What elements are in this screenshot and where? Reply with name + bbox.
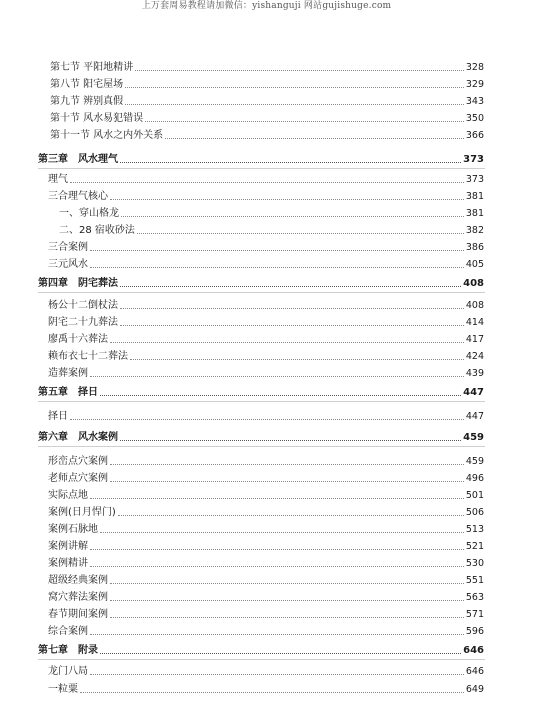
dot-leader	[110, 481, 464, 482]
toc-entry-title: 造葬案例	[48, 368, 88, 379]
toc-page-number: 447	[463, 387, 484, 398]
toc-page-number: 350	[465, 113, 484, 124]
toc-page-number: 366	[465, 130, 484, 141]
toc-entry-title: 第五章 择日	[38, 387, 98, 398]
toc-entry[interactable]	[48, 454, 484, 468]
dot-leader	[110, 600, 464, 601]
dot-leader	[70, 419, 464, 420]
toc-entry[interactable]	[48, 240, 484, 254]
toc-page-number: 405	[465, 259, 484, 270]
toc-entry-title: 三合案例	[48, 242, 88, 253]
toc-entry-title: 案例石脉地	[48, 524, 98, 535]
dot-leader	[90, 566, 464, 567]
toc-entry[interactable]	[59, 223, 484, 237]
toc-entry[interactable]	[48, 349, 484, 363]
toc-entry-title: 实际点地	[48, 490, 88, 501]
toc-entry-title: 第十节 风水易犯错误	[50, 113, 144, 124]
toc-entry-title: 一、穿山格龙	[59, 208, 119, 219]
toc-entry[interactable]	[48, 172, 484, 186]
toc-page-number: 381	[465, 208, 484, 219]
toc-entry[interactable]	[50, 60, 484, 74]
dot-leader	[125, 87, 464, 88]
toc-entry[interactable]	[48, 607, 484, 621]
dot-leader	[110, 583, 464, 584]
toc-page-number: 649	[465, 684, 484, 695]
toc-page-number: 530	[465, 558, 484, 569]
dot-leader	[110, 617, 464, 618]
toc-entry-title: 第八节 阳宅屋场	[50, 79, 124, 90]
dot-leader	[110, 199, 464, 200]
dot-leader	[120, 308, 464, 309]
dot-leader	[120, 325, 464, 326]
toc-entry-title: 第七章 附录	[38, 645, 98, 656]
dot-leader	[118, 515, 464, 516]
toc-entry-title: 老师点穴案例	[48, 473, 108, 484]
toc-entry-title: 赖布衣七十二葬法	[48, 351, 128, 362]
toc-entry[interactable]	[48, 539, 484, 553]
toc-page-number: 596	[465, 626, 484, 637]
toc-chapter[interactable]	[38, 152, 484, 166]
toc-entry-title: 第十一节 风水之内外关系	[50, 130, 164, 141]
dot-leader	[90, 549, 464, 550]
dot-leader	[90, 674, 464, 675]
dot-leader	[100, 653, 461, 654]
dot-leader	[137, 233, 464, 234]
dot-leader	[80, 692, 464, 693]
toc-entry[interactable]	[48, 332, 484, 346]
toc-page-number: 459	[465, 456, 484, 467]
dot-leader	[121, 216, 464, 217]
toc-page-number: 329	[465, 79, 484, 90]
chapter-divider	[38, 292, 485, 293]
toc-chapter[interactable]	[38, 430, 484, 444]
toc-entry[interactable]	[50, 77, 484, 91]
dot-leader	[90, 634, 464, 635]
toc-entry-title: 窝穴葬法案例	[48, 592, 108, 603]
toc-entry-title: 第四章 阴宅葬法	[38, 278, 118, 289]
toc-page-number: 447	[465, 411, 484, 422]
toc-chapter[interactable]	[38, 643, 484, 657]
toc-page-number: 521	[465, 541, 484, 552]
toc-entry-title: 第九节 辨别真假	[50, 96, 124, 107]
toc-entry[interactable]	[48, 624, 484, 638]
toc-page-number: 386	[465, 242, 484, 253]
toc-entry-title: 阴宅二十九葬法	[48, 317, 118, 328]
chapter-divider	[38, 168, 485, 169]
toc-page-number: 328	[465, 62, 484, 73]
dot-leader	[120, 286, 461, 287]
toc-entry[interactable]	[48, 573, 484, 587]
toc-entry[interactable]	[48, 682, 484, 696]
dot-leader	[145, 121, 464, 122]
toc-chapter[interactable]	[38, 276, 484, 290]
toc-entry[interactable]	[48, 257, 484, 271]
toc-entry[interactable]	[48, 471, 484, 485]
dot-leader	[120, 162, 461, 163]
toc-entry[interactable]	[50, 94, 484, 108]
toc-page-number: 563	[465, 592, 484, 603]
toc-entry[interactable]	[48, 556, 484, 570]
toc-page-number: 408	[463, 278, 484, 289]
toc-entry[interactable]	[48, 189, 484, 203]
toc-entry[interactable]	[48, 315, 484, 329]
dot-leader	[125, 104, 464, 105]
toc-page-number: 373	[465, 174, 484, 185]
dot-leader	[90, 250, 464, 251]
toc-page-number: 381	[465, 191, 484, 202]
toc-entry-title: 第六章 风水案例	[38, 432, 118, 443]
toc-entry[interactable]	[48, 488, 484, 502]
toc-entry-title: 三元风水	[48, 259, 88, 270]
dot-leader	[110, 342, 464, 343]
toc-entry[interactable]	[48, 505, 484, 519]
chapter-divider	[38, 401, 485, 402]
toc-page-number: 408	[465, 300, 484, 311]
toc-page-number: 496	[465, 473, 484, 484]
toc-page-number: 343	[465, 96, 484, 107]
dot-leader	[120, 440, 461, 441]
toc-entry-title: 二、28 宿收砂法	[59, 225, 135, 236]
chapter-divider	[38, 659, 485, 660]
toc-entry[interactable]	[48, 590, 484, 604]
toc-page-number: 382	[465, 225, 484, 236]
toc-entry-title: 超级经典案例	[48, 575, 108, 586]
toc-entry-title: 择日	[48, 411, 68, 422]
toc-page-number: 646	[465, 666, 484, 677]
toc-entry-title: 案例讲解	[48, 541, 88, 552]
dot-leader	[90, 267, 464, 268]
toc-entry-title: 三合理气核心	[48, 191, 108, 202]
toc-entry-title: 廖禹十六葬法	[48, 334, 108, 345]
toc-page-number: 414	[465, 317, 484, 328]
toc-page-number: 571	[465, 609, 484, 620]
chapter-divider	[38, 446, 485, 447]
toc-page-number: 417	[465, 334, 484, 345]
toc-entry-title: 第三章 风水理气	[38, 154, 118, 165]
toc-page-number: 424	[465, 351, 484, 362]
toc-page-number: 501	[465, 490, 484, 501]
toc-page-number: 513	[465, 524, 484, 535]
toc-page-number: 646	[463, 645, 484, 656]
toc-entry[interactable]	[48, 366, 484, 380]
toc-page-number: 373	[463, 154, 484, 165]
toc-entry[interactable]	[50, 111, 484, 125]
toc-entry-title: 杨公十二倒杖法	[48, 300, 118, 311]
dot-leader	[100, 532, 464, 533]
toc-entry-title: 一粒粟	[48, 684, 78, 695]
toc-entry[interactable]	[48, 298, 484, 312]
toc-entry[interactable]	[48, 522, 484, 536]
toc-page-number: 506	[465, 507, 484, 518]
toc-entry-title: 案例(日月悍门)	[48, 507, 116, 518]
toc-chapter[interactable]	[38, 385, 484, 399]
dot-leader	[110, 464, 464, 465]
toc-entry-title: 理气	[48, 174, 68, 185]
toc-entry-title: 形峦点穴案例	[48, 456, 108, 467]
toc-entry[interactable]	[48, 409, 484, 423]
dot-leader	[130, 359, 464, 360]
toc-page-number: 439	[465, 368, 484, 379]
toc-entry[interactable]	[48, 664, 484, 678]
dot-leader	[165, 138, 464, 139]
toc-entry-title: 综合案例	[48, 626, 88, 637]
toc-page-number: 551	[465, 575, 484, 586]
dot-leader	[100, 395, 461, 396]
toc-page-number: 459	[463, 432, 484, 443]
toc-entry[interactable]	[59, 206, 484, 220]
watermark-banner: 上万套周易教程请加微信：yishanguji 网站gujishuge.com	[141, 1, 392, 11]
dot-leader	[90, 498, 464, 499]
toc-entry-title: 第七节 平阳地精讲	[50, 62, 134, 73]
toc-entry[interactable]	[50, 128, 484, 142]
toc-entry-title: 龙门八局	[48, 666, 88, 677]
toc-entry-title: 案例精讲	[48, 558, 88, 569]
dot-leader	[90, 376, 464, 377]
dot-leader	[70, 182, 464, 183]
dot-leader	[135, 70, 464, 71]
toc-entry-title: 春节期间案例	[48, 609, 108, 620]
